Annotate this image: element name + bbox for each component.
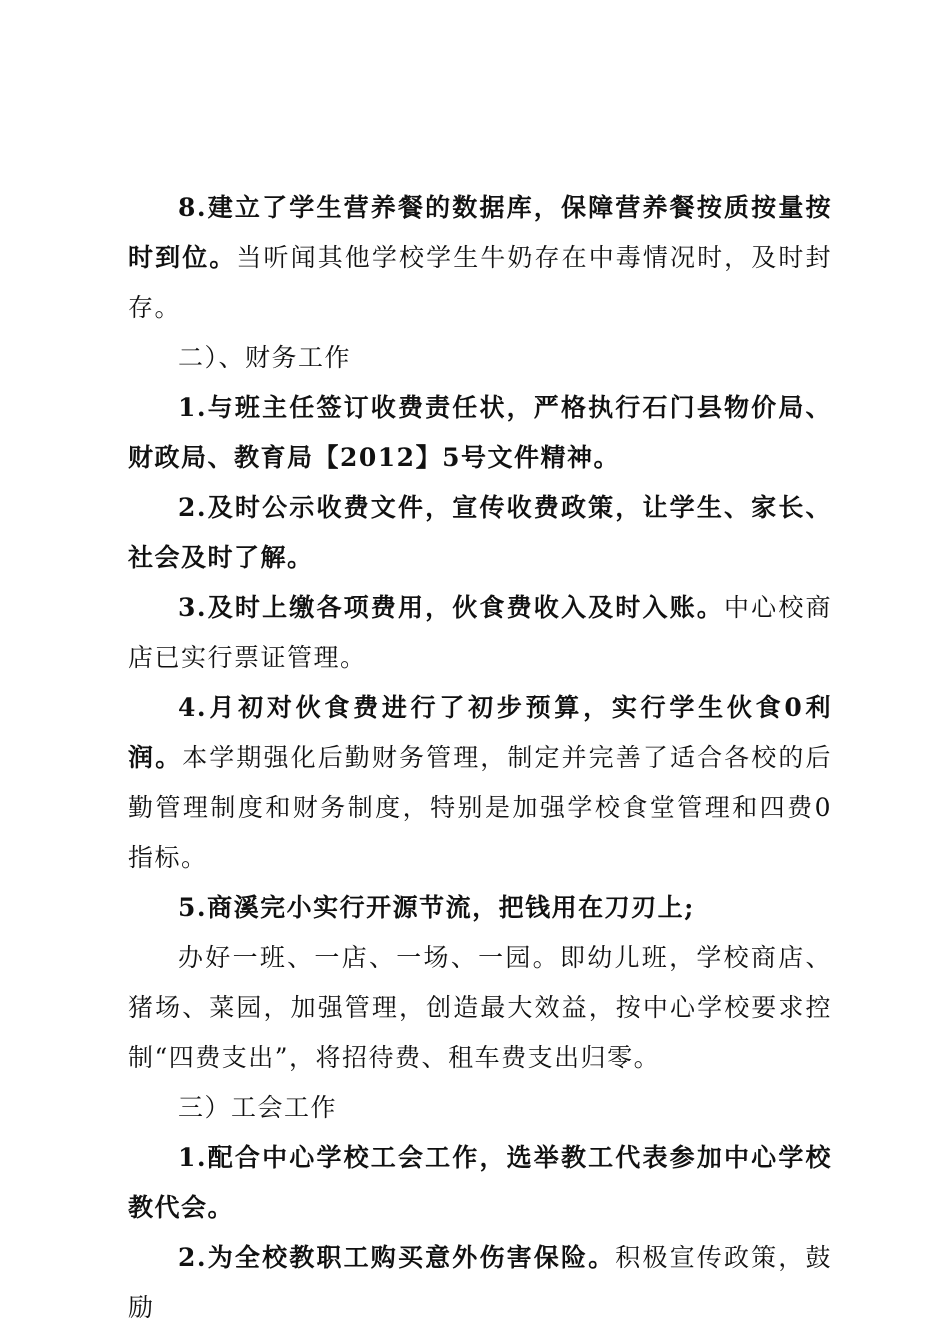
paragraph-union-cooperation	[128, 1133, 832, 1233]
section-heading-text: 三）工会工作	[178, 1093, 338, 1122]
paragraph-bold-text: 8.建立了学生营养餐的数据库，保障营养餐按质按量按时到位。	[128, 193, 832, 272]
paragraph-bold-text: 4.月初对伙食费进行了初步预算，实行学生伙食0利润。	[128, 693, 832, 772]
paragraph-bold-text: 3.及时上缴各项费用，伙食费收入及时入账。	[178, 593, 724, 622]
paragraph-meal-budget	[128, 683, 832, 883]
section-heading-text: 二）、财务工作	[178, 343, 352, 372]
paragraph-bold-text: 2.为全校教职工购买意外伤害保险。	[178, 1243, 616, 1272]
section-heading-union	[128, 1083, 832, 1133]
paragraph-nutrition-database	[128, 183, 832, 333]
paragraph-fee-publicity	[128, 483, 832, 583]
paragraph-normal-text: 本学期强化后勤财务管理，制定并完善了适合各校的后勤管理制度和财务制度，特别是加强学校食堂管理和四费0指标。	[128, 743, 832, 872]
paragraph-bold-text: 5.商溪完小实行开源节流，把钱用在刀刃上;	[178, 893, 695, 922]
document-page	[128, 183, 832, 1333]
paragraph-normal-text: 积极宣传政策，鼓励	[128, 1243, 832, 1322]
paragraph-normal-text: 中心校商店已实行票证管理。	[128, 593, 832, 672]
paragraph-insurance	[128, 1233, 832, 1333]
paragraph-bold-text: 2.及时公示收费文件，宣传收费政策，让学生、家长、社会及时了解。	[128, 493, 832, 572]
paragraph-normal-text: 办好一班、一店、一场、一园。即幼儿班，学校商店、猪场、菜园，加强管理，创造最大效益，按中心学校要求控制“四费支出”，将招待费、租车费支出归零。	[128, 943, 832, 1072]
paragraph-normal-text: 当听闻其他学校学生牛奶存在中毒情况时，及时封存。	[128, 243, 832, 322]
paragraph-fee-responsibility	[128, 383, 832, 483]
paragraph-one-class-one-store	[128, 933, 832, 1083]
paragraph-open-source	[128, 883, 832, 933]
paragraph-bold-text: 1.与班主任签订收费责任状，严格执行石门县物价局、财政局、教育局【2012】5号文件精神。	[128, 393, 832, 472]
paragraph-bold-text: 1.配合中心学校工会工作，选举教工代表参加中心学校教代会。	[128, 1143, 832, 1222]
paragraph-fee-payment	[128, 583, 832, 683]
section-heading-finance	[128, 333, 832, 383]
